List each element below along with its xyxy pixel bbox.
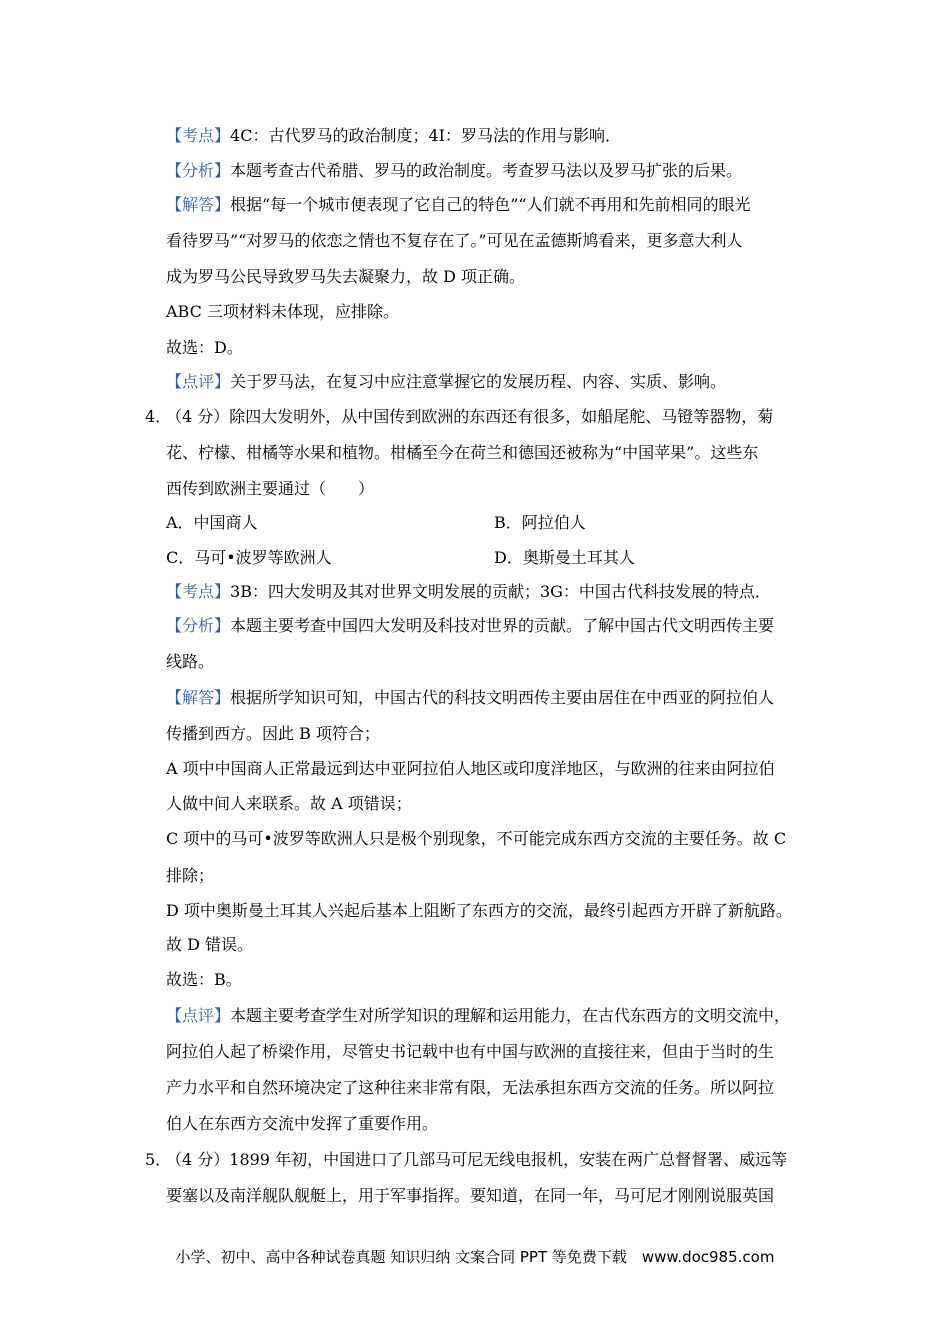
q4-dianping: 【点评】本题主要考查学生对所学知识的理解和运用能力，在古代东西方的文明交流中， bbox=[166, 1006, 791, 1025]
tag-jieda: 【解答】 bbox=[166, 688, 231, 707]
page-footer: 小学、初中、高中各种试卷真题 知识归纳 文案合同 PPT 等免费下载 www.doc985.com bbox=[175, 1248, 775, 1266]
q4-fenxi-line2: 线路。 bbox=[166, 652, 215, 671]
q4-jieda-line7: D 项中奥斯曼土耳其人兴起后基本上阻断了东西方的交流，最终引起西方开辟了新航路。 bbox=[166, 901, 792, 920]
tag-fenxi: 【分析】 bbox=[166, 616, 231, 635]
tag-jieda: 【解答】 bbox=[166, 195, 231, 214]
tag-kaodian: 【考点】 bbox=[166, 582, 231, 601]
q4-kaodian: 【考点】3B：四大发明及其对世界文明发展的贡献；3G：中国古代科技发展的特点． bbox=[166, 582, 771, 601]
q3-jieda: 【解答】根据“每一个城市便表现了它自己的特色”“人们就不再用和先前相同的眼光 bbox=[166, 195, 751, 214]
q4-dianping-line3: 产力水平和自然环境决定了这种往来非常有限，无法承担东西方交流的任务。所以阿拉 bbox=[166, 1078, 775, 1097]
q3-choice: 故选：D。 bbox=[166, 338, 243, 357]
q4-number: 4． bbox=[145, 407, 172, 426]
q5-stem-line1: （4 分）1899 年初，中国进口了几部马可尼无线电报机，安装在两广总督督署、威远等 bbox=[166, 1150, 788, 1169]
q4-option-b: B．阿拉伯人 bbox=[494, 513, 586, 532]
q3-kaodian: 【考点】4C：古代罗马的政治制度；4I：罗马法的作用与影响． bbox=[166, 126, 621, 145]
q3-jieda-line4: ABC 三项材料未体现，应排除。 bbox=[166, 302, 399, 321]
q4-jieda: 【解答】根据所学知识可知，中国古代的科技文明西传主要由居住在中西亚的阿拉伯人 bbox=[166, 688, 775, 707]
q3-jieda-line2: 看待罗马”“对罗马的依恋之情也不复存在了。”可见在孟德斯鸠看来，更多意大利人 bbox=[166, 231, 743, 250]
q4-jieda-line2: 传播到西方。因此 B 项符合； bbox=[166, 724, 380, 743]
q3-dianping: 【点评】关于罗马法，在复习中应注意掌握它的发展历程、内容、实质、影响。 bbox=[166, 372, 727, 391]
q4-stem-line2: 花、柠檬、柑橘等水果和植物。柑橘至今在荷兰和德国还被称为“中国苹果”。这些东 bbox=[166, 443, 759, 462]
tag-dianping: 【点评】 bbox=[166, 1006, 231, 1025]
tag-dianping: 【点评】 bbox=[166, 372, 231, 391]
q4-jieda-line3: A 项中中国商人正常最远到达中亚阿拉伯人地区或印度洋地区，与欧洲的往来由阿拉伯 bbox=[166, 759, 775, 778]
q4-jieda-line8: 故 D 错误。 bbox=[166, 935, 254, 954]
q4-stem-line3: 西传到欧洲主要通过（ ） bbox=[166, 479, 375, 498]
tag-kaodian: 【考点】 bbox=[166, 126, 231, 145]
q3-jieda-line3: 成为罗马公民导致罗马失去凝聚力，故 D 项正确。 bbox=[166, 267, 526, 286]
q3-fenxi: 【分析】本题考查古代希腊、罗马的政治制度。考查罗马法以及罗马扩张的后果。 bbox=[166, 161, 743, 180]
q4-stem-line1: （4 分）除四大发明外，从中国传到欧洲的东西还有很多，如船尾舵、马镫等器物，菊 bbox=[166, 407, 774, 426]
q5-number: 5． bbox=[145, 1150, 172, 1169]
q4-fenxi: 【分析】本题主要考查中国四大发明及科技对世界的贡献。了解中国古代文明西传主要 bbox=[166, 616, 775, 635]
q4-jieda-line6: 排除； bbox=[166, 866, 215, 885]
q5-stem-line2: 要塞以及南洋舰队舰艇上，用于军事指挥。要知道，在同一年，马可尼才刚刚说服英国 bbox=[166, 1186, 775, 1205]
q4-option-c: C．马可•波罗等欧洲人 bbox=[166, 548, 332, 567]
q4-option-a: A．中国商人 bbox=[166, 513, 258, 532]
q4-option-d: D．奥斯曼土耳其人 bbox=[494, 548, 635, 567]
tag-fenxi: 【分析】 bbox=[166, 161, 231, 180]
q4-dianping-line4: 伯人在东西方交流中发挥了重要作用。 bbox=[166, 1114, 439, 1133]
q4-jieda-line5: C 项中的马可•波罗等欧洲人只是极个别现象，不可能完成东西方交流的主要任务。故 C bbox=[166, 829, 787, 848]
q4-dianping-line2: 阿拉伯人起了桥梁作用，尽管史书记载中也有中国与欧洲的直接往来，但由于当时的生 bbox=[166, 1042, 775, 1061]
q4-jieda-line4: 人做中间人来联系。故 A 项错误； bbox=[166, 794, 412, 813]
q4-choice: 故选：B。 bbox=[166, 970, 242, 989]
